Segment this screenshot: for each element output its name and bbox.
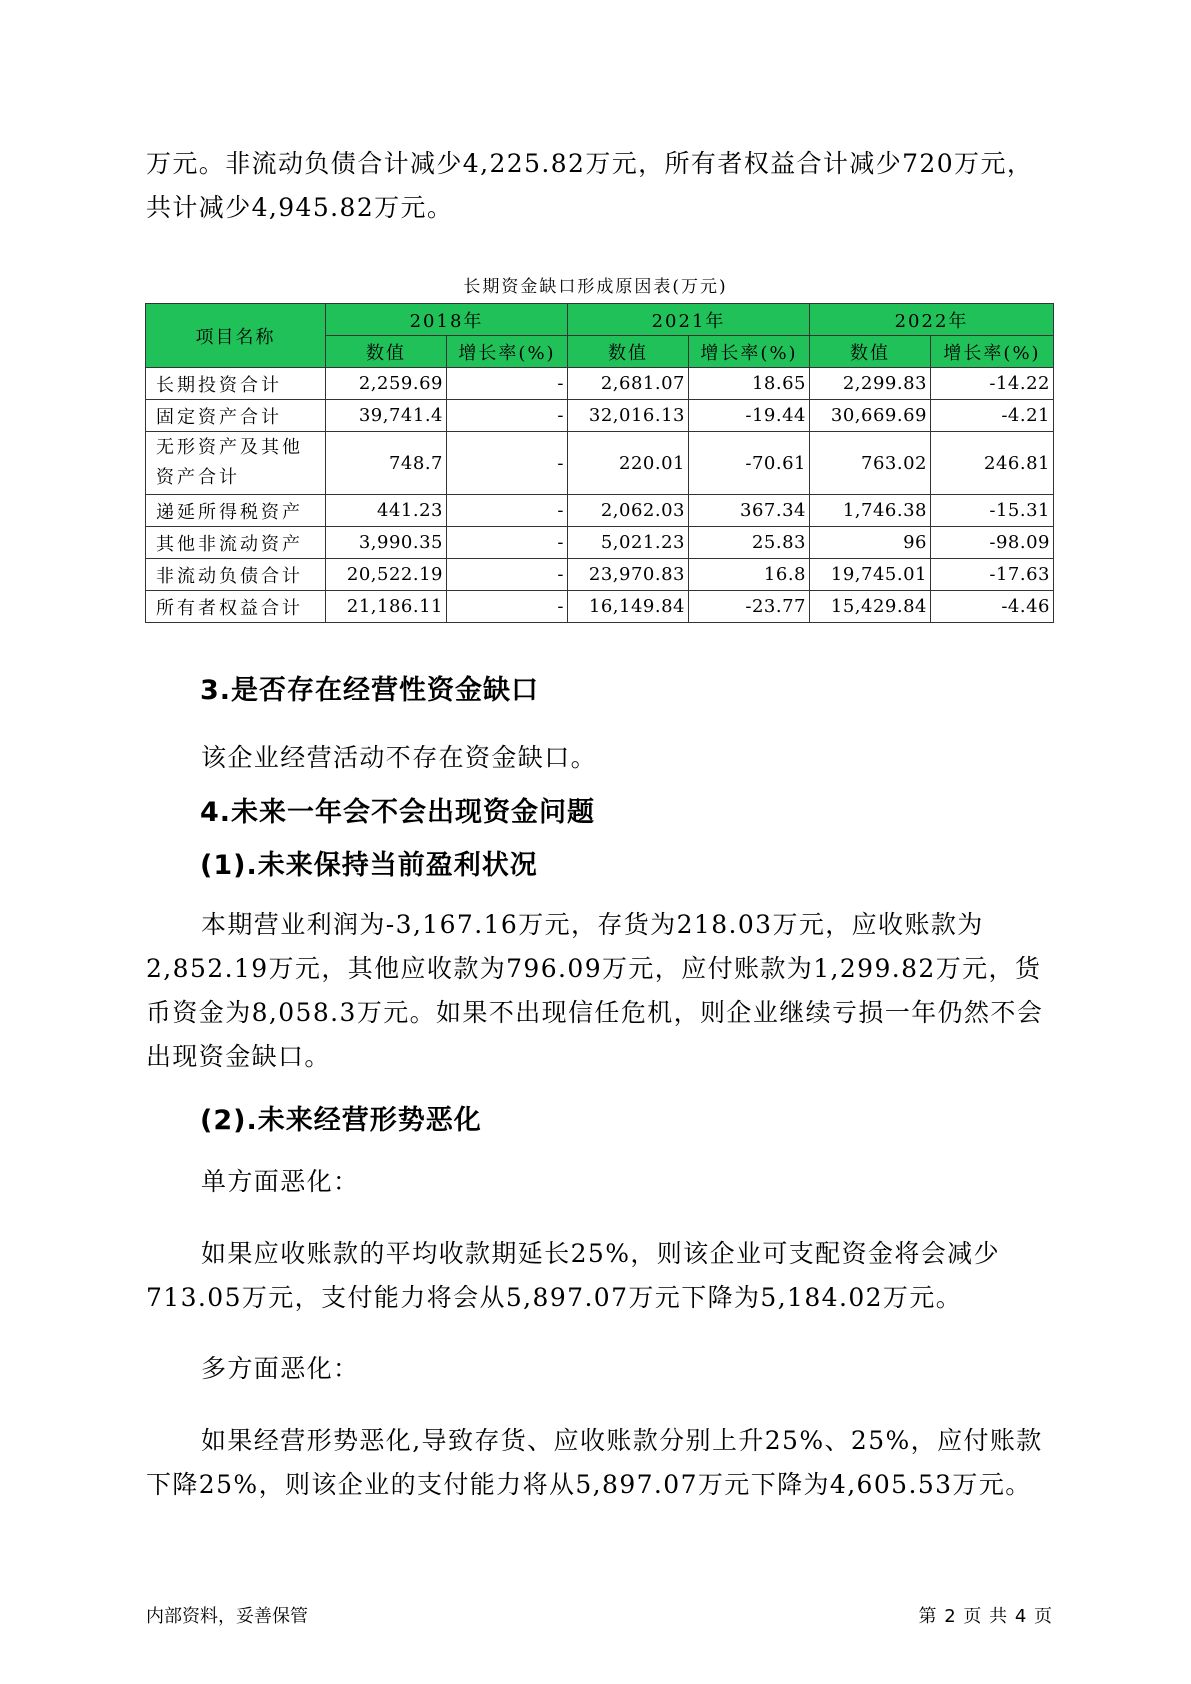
value-2018: 3,990.35 <box>326 527 447 559</box>
row-name: 所有者权益合计 <box>146 591 326 623</box>
row-name: 其他非流动资产 <box>146 527 326 559</box>
section-3-body: 该企业经营活动不存在资金缺口。 <box>201 743 598 772</box>
growth-2018: - <box>447 527 568 559</box>
growth-2022: 246.81 <box>931 432 1054 495</box>
section-3-heading: 3.是否存在经营性资金缺口 <box>200 675 540 706</box>
table-row <box>146 591 1054 623</box>
table-row <box>146 400 1054 432</box>
growth-2021: 367.34 <box>689 495 810 527</box>
growth-2022: -15.31 <box>931 495 1054 527</box>
row-name: 长期投资合计 <box>146 368 326 400</box>
growth-2022: -98.09 <box>931 527 1054 559</box>
multi-deterioration-label: 多方面恶化： <box>201 1354 360 1383</box>
growth-2021: 16.8 <box>689 559 810 591</box>
table-row <box>146 368 1054 400</box>
table-row <box>146 559 1054 591</box>
growth-2018: - <box>447 559 568 591</box>
value-2022: 763.02 <box>810 432 931 495</box>
value-2021: 2,681.07 <box>568 368 689 400</box>
subsection-2-heading: (2).未来经营形势恶化 <box>200 1105 482 1136</box>
value-2018: 441.23 <box>326 495 447 527</box>
value-2021: 32,016.13 <box>568 400 689 432</box>
growth-2021: 25.83 <box>689 527 810 559</box>
multi-deterioration-body: 如果经营形势恶化,导致存货、应收账款分别上升25%、25%，应付账款下降25%，则该企业的支付能力将从5,897.07万元下降为4,605.53万元。 <box>146 1426 1043 1499</box>
header-year-2021: 2021年 <box>568 304 810 336</box>
row-name: 非流动负债合计 <box>146 559 326 591</box>
growth-2022: -17.63 <box>931 559 1054 591</box>
growth-2021: -19.44 <box>689 400 810 432</box>
value-2022: 19,745.01 <box>810 559 931 591</box>
footer-confidential-note: 内部资料，妥善保管 <box>146 1606 308 1627</box>
subsection-1-heading: (1).未来保持当前盈利状况 <box>200 850 538 881</box>
growth-2021: 18.65 <box>689 368 810 400</box>
header-item-name: 项目名称 <box>146 304 326 368</box>
long-term-fund-gap-table <box>145 303 1054 623</box>
growth-2022: -4.46 <box>931 591 1054 623</box>
table-row <box>146 432 1054 495</box>
growth-2018: - <box>447 432 568 495</box>
row-name: 递延所得税资产 <box>146 495 326 527</box>
section-4-heading: 4.未来一年会不会出现资金问题 <box>200 797 596 828</box>
growth-2021: -23.77 <box>689 591 810 623</box>
header-growth: 增长率(%) <box>447 336 568 368</box>
value-2018: 748.7 <box>326 432 447 495</box>
growth-2018: - <box>447 591 568 623</box>
header-growth: 增长率(%) <box>931 336 1054 368</box>
table-row <box>146 527 1054 559</box>
growth-2018: - <box>447 368 568 400</box>
value-2022: 30,669.69 <box>810 400 931 432</box>
value-2022: 15,429.84 <box>810 591 931 623</box>
value-2021: 2,062.03 <box>568 495 689 527</box>
row-name: 固定资产合计 <box>146 400 326 432</box>
value-2021: 5,021.23 <box>568 527 689 559</box>
header-growth: 增长率(%) <box>689 336 810 368</box>
growth-2018: - <box>447 400 568 432</box>
growth-2022: -4.21 <box>931 400 1054 432</box>
header-year-2022: 2022年 <box>810 304 1054 336</box>
value-2021: 23,970.83 <box>568 559 689 591</box>
value-2022: 1,746.38 <box>810 495 931 527</box>
header-value: 数值 <box>810 336 931 368</box>
value-2022: 2,299.83 <box>810 368 931 400</box>
subsection-1-body: 本期营业利润为-3,167.16万元，存货为218.03万元，应收账款为2,852.19万元，其他应收款为796.09万元，应付账款为1,299.82万元，货币资金为8,058.3万元。如果不出现信任危机，则企业继续亏损一年仍然不会出现资金缺口。 <box>146 910 1044 1071</box>
header-value: 数值 <box>326 336 447 368</box>
intro-paragraph: 万元。非流动负债合计减少4,225.82万元，所有者权益合计减少720万元，共计减少4,945.82万元。 <box>146 149 1034 222</box>
header-value: 数值 <box>568 336 689 368</box>
table-row <box>146 495 1054 527</box>
header-year-2018: 2018年 <box>326 304 568 336</box>
value-2018: 39,741.4 <box>326 400 447 432</box>
growth-2018: - <box>447 495 568 527</box>
value-2021: 16,149.84 <box>568 591 689 623</box>
single-deterioration-label: 单方面恶化： <box>201 1167 360 1196</box>
footer-page-number: 第 2 页 共 4 页 <box>918 1606 1053 1627</box>
value-2018: 21,186.11 <box>326 591 447 623</box>
row-name: 无形资产及其他资产合计 <box>146 432 326 495</box>
single-deterioration-body: 如果应收账款的平均收款期延长25%，则该企业可支配资金将会减少713.05万元，支付能力将会从5,897.07万元下降为5,184.02万元。 <box>146 1239 1000 1312</box>
growth-2021: -70.61 <box>689 432 810 495</box>
value-2018: 20,522.19 <box>326 559 447 591</box>
value-2022: 96 <box>810 527 931 559</box>
growth-2022: -14.22 <box>931 368 1054 400</box>
value-2021: 220.01 <box>568 432 689 495</box>
table-caption: 长期资金缺口形成原因表(万元) <box>463 277 728 297</box>
value-2018: 2,259.69 <box>326 368 447 400</box>
